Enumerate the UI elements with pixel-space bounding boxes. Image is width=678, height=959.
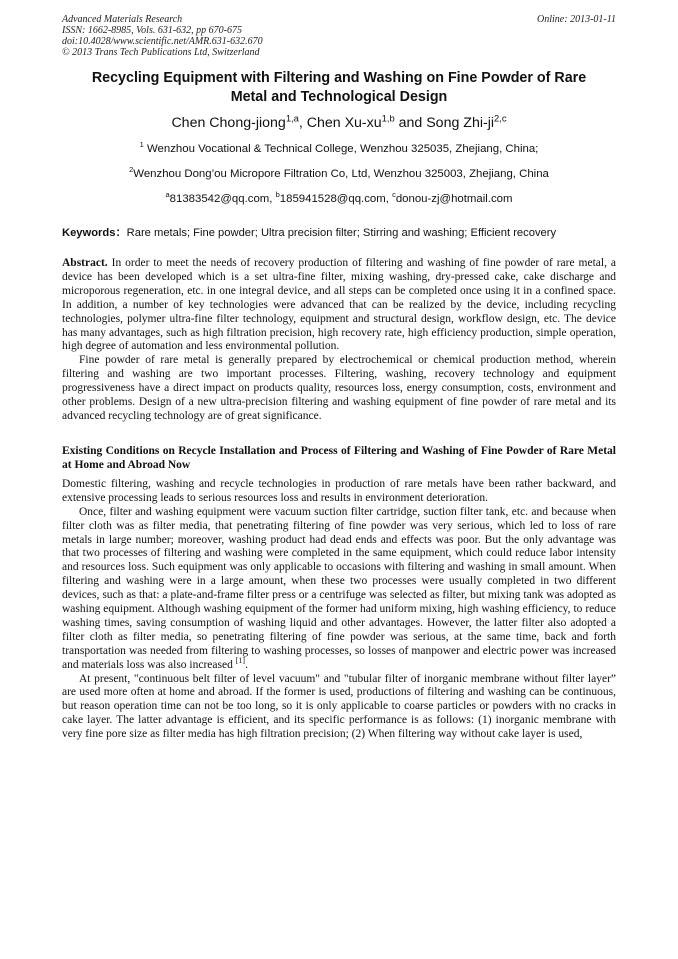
affil-text: Wenzhou Dong’ou Micropore Filtration Co, Ltd, Wenzhou 325003, Zhejiang, China xyxy=(133,168,549,180)
email-mark: a xyxy=(165,190,170,200)
email-mark: b xyxy=(275,190,280,200)
copyright-line: © 2013 Trans Tech Publications Ltd, Switzerland xyxy=(62,47,260,58)
keywords-label: Keywords： xyxy=(62,227,127,239)
email-mark: c xyxy=(392,190,396,200)
abstract xyxy=(62,257,616,424)
email-text: 81383542@qq.com, xyxy=(169,193,276,205)
author-name: Song Zhi-ji xyxy=(426,115,495,131)
citation-ref: [1] xyxy=(235,655,246,665)
affil-mark: 2 xyxy=(129,165,134,175)
doi-line: doi:10.4028/www.scientific.net/AMR.631-632.670 xyxy=(62,36,263,47)
paper-page xyxy=(62,14,616,742)
paper-title xyxy=(62,69,616,107)
abstract-label: Abstract. xyxy=(62,257,108,269)
body-paragraph-1: Domestic filtering, washing and recycle technologies in production of rare metals have been rather backward, and extensive processing leads to serious resources loss and results in environment deterioration. xyxy=(62,477,616,504)
author-emails xyxy=(62,192,616,206)
author-affil-mark: 1,a xyxy=(285,113,299,124)
affiliation-2 xyxy=(62,167,616,181)
paragraph-end: . xyxy=(245,658,248,671)
publication-header xyxy=(62,14,616,58)
author-affil-mark: 2,c xyxy=(494,113,507,124)
journal-name: Advanced Materials Research xyxy=(62,14,183,25)
abstract-text: In order to meet the needs of recovery production of filtering and washing of fine powder of rare metal, a device has been developed which is a set ultra-fine filter, mixing washing, dry-pressed cake, cake discharge and microporous regeneration, etc. in one integral device, and all steps can be completed once using it in a confined space. In addition, a number of key technologies were advanced that can be realized by the device, including recycling technologies, polymer ultra-fine filter technology, equipment and structural design, workflow design, etc. The device has many advantages, such as high filtration precision, high recovery rate, high efficiency production, simple operation, high degree of automation and less environmental pollution. xyxy=(62,257,616,353)
title-line-2: Metal and Technological Design xyxy=(230,89,448,105)
title-line-1: Recycling Equipment with Filtering and Washing on Fine Powder of Rare xyxy=(91,70,587,86)
affiliation-1 xyxy=(62,142,616,156)
keywords xyxy=(62,226,616,240)
abstract-paragraph-2: Fine powder of rare metal is generally prepared by electrochemical or chemical production method, wherein filtering and washing are two important processes. Filtering, washing, recovery technology and equipment progressiveness have a direct impact on products quality, resources loss, energy consumption, costs, environment and other problems. Design of a new ultra-precision filtering and washing equipment of fine powder of rare metal and its advanced recycling technology are of great significance. xyxy=(62,354,616,422)
author-name: Chen Chong-jiong xyxy=(171,115,286,131)
section-heading: Existing Conditions on Recycle Installation and Process of Filtering and Washing of Fine Powder of Rare Metal at Home and Abroad Now xyxy=(62,444,616,471)
abstract-paragraph xyxy=(62,257,616,354)
affil-text: Wenzhou Vocational & Technical College, Wenzhou 325035, Zhejiang, China; xyxy=(143,143,539,155)
author-separator: , xyxy=(298,115,307,131)
email-text: donou-zj@hotmail.com xyxy=(395,193,513,205)
author-list xyxy=(62,114,616,132)
keywords-text: Rare metals; Fine powder; Ultra precision filter; Stirring and washing; Efficient recovery xyxy=(126,227,557,239)
author-affil-mark: 1,b xyxy=(381,113,395,124)
section-body xyxy=(62,478,616,742)
issn-line: ISSN: 1662-8985, Vols. 631-632, pp 670-675 xyxy=(62,25,242,36)
author-name: Chen Xu-xu xyxy=(306,115,382,131)
author-separator: and xyxy=(394,115,427,131)
paragraph-text: Once, filter and washing equipment were vacuum suction filter cartridge, suction filter tank, etc. and because when filter cloth was as filter media, that penetrating filtering of fine powder was very serious, which led to loss of rare metals in large number; moreover, washing product had dead ends and effects was poor. But the only advantage was that two processes of filtering and washing were completed in the same equipment, which could reduce labor intensity and resources loss. Such equipment was only applicable to occasions with filtering and washing in small amount. When filtering and washing were in a large amount, when these two processes were usually completed in two different devices, such as that: a plate-and-frame filter press or a centrifuge was selected as filter, but mixing tank was adopted as washing equipment. Although washing equipment of the former had uniform mixing, high washing efficiency, to reduce washing times, saving consumption of washing liquid and other advantages. However, the latter filter also adopted a filter cloth as filter media, so penetrating filtering of fine powder was serious, at the same time, back and forth transportation was needed from filtering to washing processes, so losses of manpower and electric power was increased and materials loss was also increased xyxy=(62,505,616,671)
affil-mark: 1 xyxy=(139,140,144,150)
body-paragraph-2 xyxy=(62,506,616,673)
email-text: 185941528@qq.com, xyxy=(279,193,393,205)
online-date: Online: 2013-01-11 xyxy=(537,14,616,25)
body-paragraph-3: At present, "continuous belt filter of level vacuum" and "tubular filter of inorganic membrane without filter layer” are used more often at home and abroad. If the former is used, productions of filtering and washing can be continuous, but reason operation time can not be too long, so it is only applicable to coarse particles or powders with no cracks in cake layer. The latter advantage is efficient, and its specific performance is as follows: (1) inorganic membrane with very fine pore size as filter media has high filtration precision; (2) When filtering way without cake layer is used, xyxy=(62,672,616,741)
